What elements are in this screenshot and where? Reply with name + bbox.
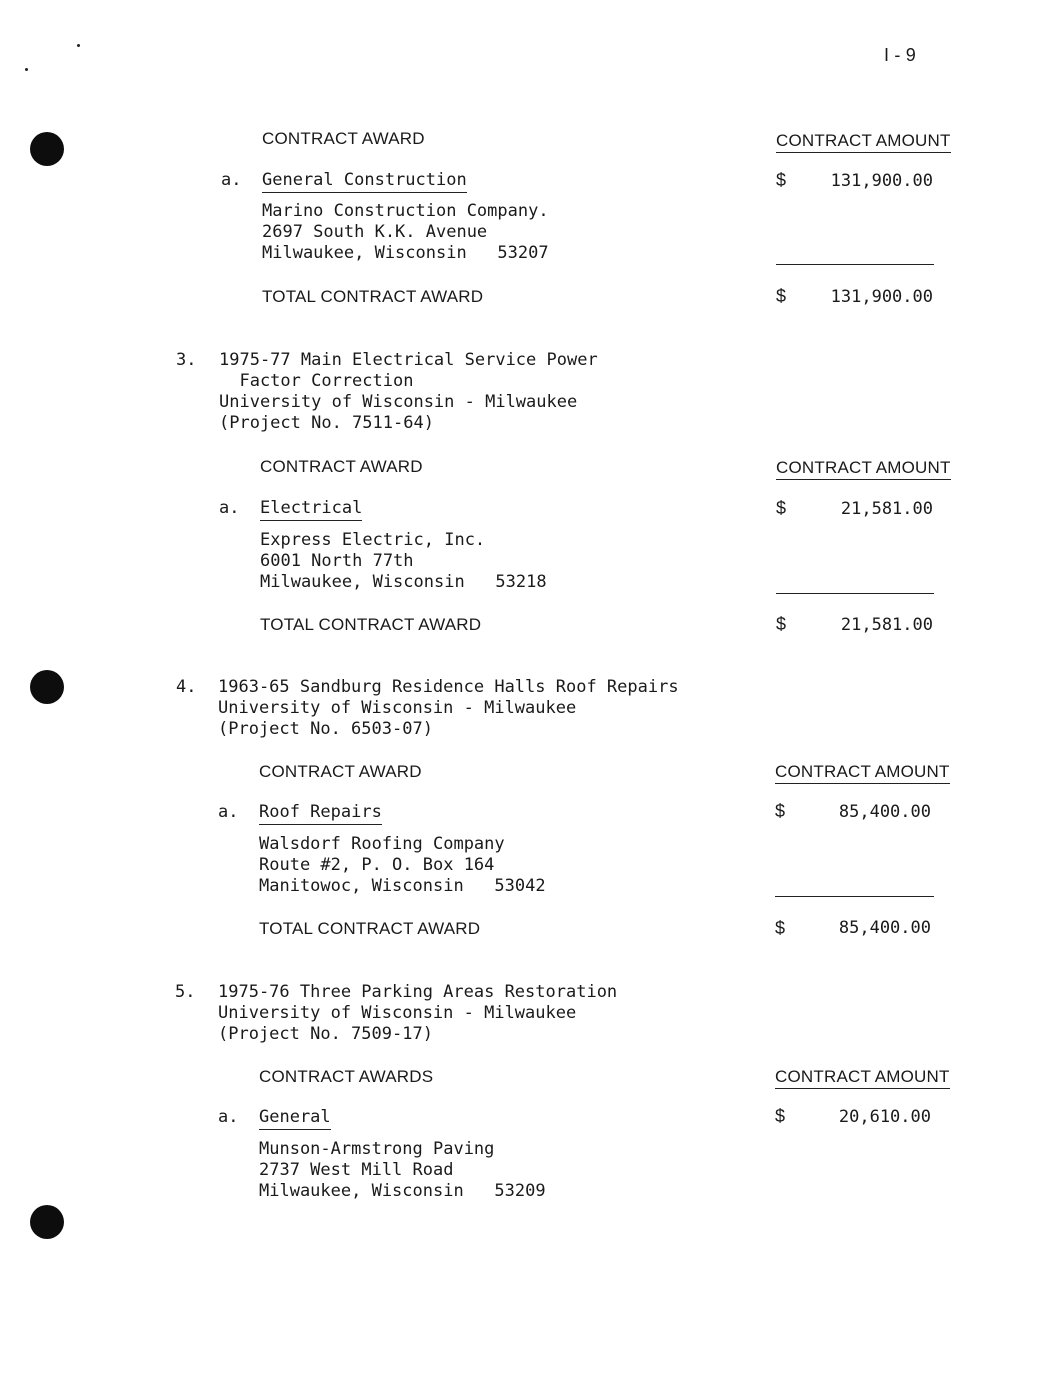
item-amount: 131,900.00 (830, 171, 933, 191)
total-label: TOTAL CONTRACT AWARD (262, 287, 484, 306)
item-letter: a. (218, 1107, 239, 1127)
total-label: TOTAL CONTRACT AWARD (259, 919, 481, 938)
contractor-name: Walsdorf Roofing Company (259, 834, 505, 854)
item-amount: 20,610.00 (838, 1107, 931, 1127)
sum-rule (776, 264, 934, 265)
contract-amount-header: CONTRACT AMOUNT (775, 761, 950, 784)
item-letter: a. (221, 170, 242, 190)
page-number: I - 9 (884, 45, 917, 65)
item-amount: 21,581.00 (840, 499, 933, 519)
sum-rule (775, 896, 934, 897)
item-letter: a. (219, 498, 240, 518)
project-number: (Project No. 7511-64) (219, 413, 434, 433)
contract-amount-header: CONTRACT AMOUNT (776, 130, 951, 153)
item-title: General (259, 1107, 331, 1130)
contract-amount-header: CONTRACT AMOUNT (775, 1066, 950, 1089)
sum-rule (776, 593, 934, 594)
contractor-address: 2737 West Mill Road (259, 1160, 454, 1180)
dollar-sign: $ (775, 801, 786, 821)
project-title: 1975-77 Main Electrical Service Power (219, 350, 598, 370)
item-title: Electrical (260, 498, 362, 521)
item-title: General Construction (262, 170, 467, 193)
contract-award-header: CONTRACT AWARD (260, 457, 423, 476)
speck (77, 44, 80, 47)
dollar-sign: $ (776, 498, 787, 518)
contract-amount-header: CONTRACT AMOUNT (776, 457, 951, 480)
contractor-city: Milwaukee, Wisconsin 53218 (260, 572, 547, 592)
contractor-name: Express Electric, Inc. (260, 530, 486, 550)
dollar-sign: $ (776, 170, 787, 190)
contractor-address: 2697 South K.K. Avenue (262, 222, 488, 242)
section-number: 4. (176, 677, 197, 697)
contractor-address: 6001 North 77th (260, 551, 414, 571)
project-campus: University of Wisconsin - Milwaukee (218, 698, 577, 718)
punch-hole (30, 670, 64, 704)
item-title: Roof Repairs (259, 802, 382, 825)
total-label: TOTAL CONTRACT AWARD (260, 615, 482, 634)
punch-hole (30, 132, 64, 166)
dollar-sign: $ (776, 614, 787, 634)
dollar-sign: $ (776, 286, 787, 306)
speck (25, 68, 28, 71)
contractor-city: Manitowoc, Wisconsin 53042 (259, 876, 546, 896)
dollar-sign: $ (775, 1106, 786, 1126)
section-number: 5. (175, 982, 196, 1002)
project-title: 1963-65 Sandburg Residence Halls Roof Repairs (218, 677, 679, 697)
project-campus: University of Wisconsin - Milwaukee (218, 1003, 577, 1023)
contract-award-header: CONTRACT AWARD (259, 762, 422, 781)
contract-awards-header: CONTRACT AWARDS (259, 1067, 434, 1086)
contractor-city: Milwaukee, Wisconsin 53209 (259, 1181, 546, 1201)
punch-hole (30, 1205, 64, 1239)
contractor-address: Route #2, P. O. Box 164 (259, 855, 495, 875)
dollar-sign: $ (775, 918, 786, 938)
total-amount: 85,400.00 (838, 918, 931, 938)
project-title-cont: Factor Correction (219, 371, 414, 391)
section-number: 3. (176, 350, 197, 370)
contractor-name: Munson-Armstrong Paving (259, 1139, 495, 1159)
project-number: (Project No. 7509-17) (218, 1024, 433, 1044)
total-amount: 21,581.00 (840, 615, 933, 635)
contract-award-header: CONTRACT AWARD (262, 129, 425, 148)
item-amount: 85,400.00 (838, 802, 931, 822)
contractor-name: Marino Construction Company. (262, 201, 549, 221)
project-title: 1975-76 Three Parking Areas Restoration (218, 982, 618, 1002)
contractor-city: Milwaukee, Wisconsin 53207 (262, 243, 549, 263)
item-letter: a. (218, 802, 239, 822)
project-number: (Project No. 6503-07) (218, 719, 433, 739)
total-amount: 131,900.00 (830, 287, 933, 307)
project-campus: University of Wisconsin - Milwaukee (219, 392, 578, 412)
